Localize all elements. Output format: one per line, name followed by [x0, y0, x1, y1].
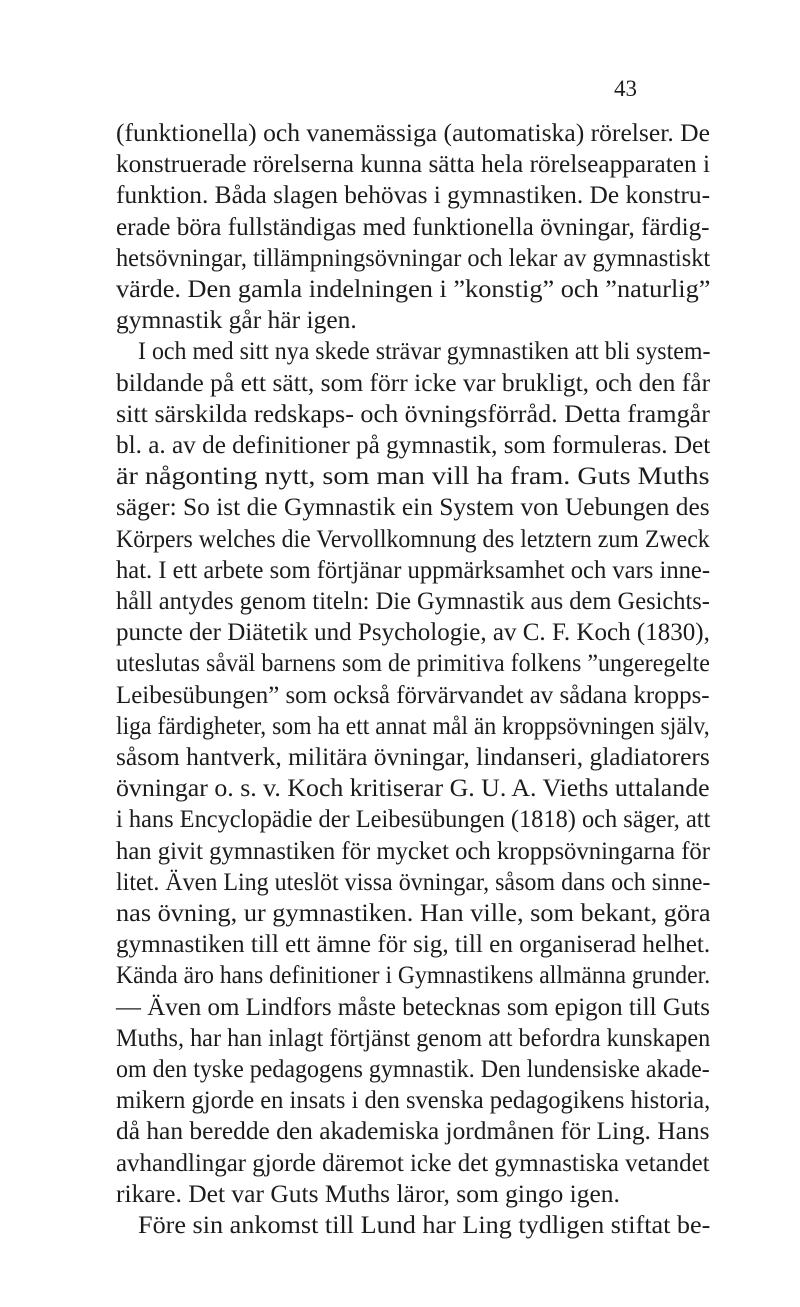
body-text [0, 116, 800, 1276]
text-line: är någonting nytt, som man vill ha fram. Guts Muths [116, 461, 710, 490]
text-line: I och med sitt nya skede strävar gymnastiken att bli system- [138, 336, 711, 365]
text-line: Körpers welches die Vervollkomnung des letztern zum Zweck [116, 524, 710, 553]
text-line: hetsövningar, tillämpningsövningar och lekar av gymnastiskt [116, 243, 711, 272]
text-line: gymnastiken till ett ämne för sig, till en organiserad helhet. [116, 929, 711, 958]
text-line: Kända äro hans definitioner i Gymnastikens allmänna grunder. [116, 960, 711, 989]
text-line: i hans Encyclopädie der Leibesübungen (1818) och säger, att [116, 804, 711, 833]
text-line: Muths, har han inlagt förtjänst genom att befordra kunskapen [116, 1023, 711, 1052]
text-line: uteslutas såväl barnens som de primitiva folkens ”ungeregelte [116, 648, 710, 677]
text-line: såsom hantverk, militära övningar, lindanseri, gladiatorers [116, 742, 710, 771]
text-line: funktion. Båda slagen behövas i gymnastiken. De konstru- [116, 180, 711, 209]
text-line: han givit gymnastiken för mycket och kroppsövningarna för [116, 836, 710, 865]
text-line: Leibesübungen” som också förvärvandet av sådana kropps- [116, 680, 710, 709]
text-line: litet. Även Ling uteslöt vissa övningar, såsom dans och sinne- [116, 867, 711, 896]
text-line: puncte der Diätetik und Psychologie, av C. F. Koch (1830), [116, 617, 710, 646]
text-line: då han beredde den akademiska jordmånen för Ling. Hans [116, 1116, 710, 1145]
text-line: (funktionella) och vanemässiga (automatiska) rörelser. De [116, 118, 710, 147]
text-line: avhandlingar gjorde däremot icke det gymnastiska vetandet [116, 1148, 710, 1177]
text-line: värde. Den gamla indelningen i ”konstig” och ”naturlig” [116, 274, 711, 303]
text-line: rikare. Det var Guts Muths läror, som gingo igen. [116, 1179, 620, 1208]
text-line: nas övning, ur gymnastiken. Han ville, som bekant, göra [116, 898, 711, 927]
text-line: håll antydes genom titeln: Die Gymnastik aus dem Gesichts- [116, 586, 710, 615]
text-line: hat. I ett arbete som förtjänar uppmärksamhet och vars inne- [116, 555, 711, 584]
text-line: säger: So ist die Gymnastik ein System von Uebungen des [116, 492, 710, 521]
text-line: bildande på ett sätt, som förr icke var brukligt, och den får [116, 368, 711, 397]
text-line: gymnastik går här igen. [116, 305, 357, 334]
text-line: om den tyske pedagogens gymnastik. Den lundensiske akade- [116, 1054, 710, 1083]
text-line: liga färdigheter, som ha ett annat mål än kroppsövningen själv, [116, 711, 710, 740]
text-line: mikern gjorde en insats i den svenska pedagogikens historia, [116, 1085, 711, 1114]
text-line: Före sin ankomst till Lund har Ling tydligen stiftat be- [138, 1210, 711, 1239]
text-line: konstruerade rörelserna kunna sätta hela rörelseapparaten i [116, 149, 710, 178]
text-line: bl. a. av de definitioner på gymnastik, som formuleras. Det [116, 430, 711, 459]
text-line: övningar o. s. v. Koch kritiserar G. U. A. Vieths uttalande [116, 773, 710, 802]
text-line: sitt särskilda redskaps- och övningsförråd. Detta framgår [116, 399, 710, 428]
page-number: 43 [614, 76, 637, 101]
text-line: erade böra fullständigas med funktionella övningar, färdig- [116, 212, 710, 241]
text-line: — Även om Lindfors måste betecknas som epigon till Guts [116, 992, 710, 1021]
